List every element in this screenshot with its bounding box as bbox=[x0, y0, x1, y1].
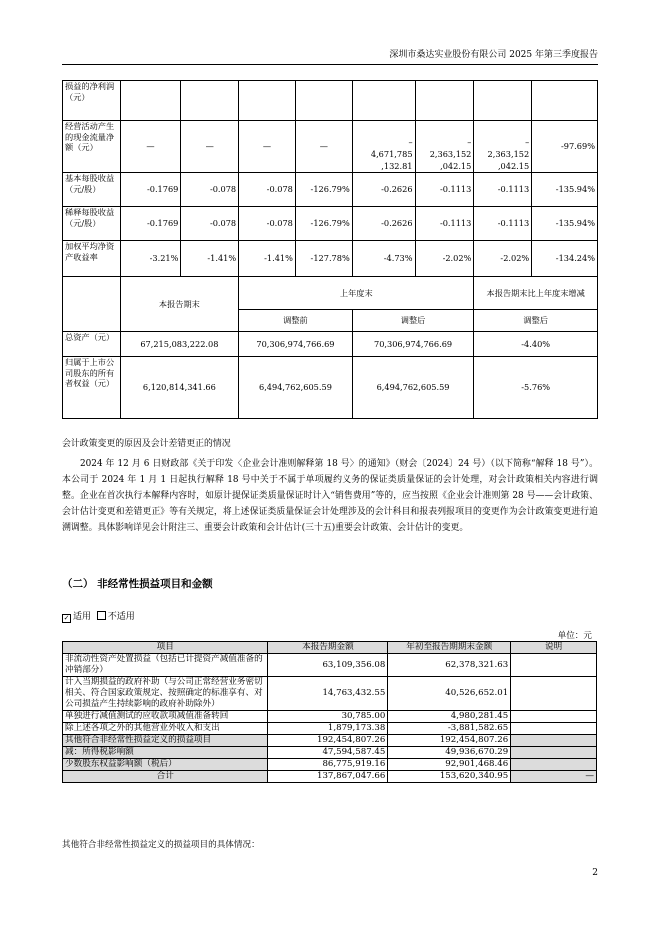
cell-ytd: 192,454,807.26 bbox=[388, 735, 511, 747]
cell-ytd: 4,980,281.45 bbox=[388, 711, 511, 723]
table-cell: -127.78% bbox=[295, 241, 352, 277]
cell-note bbox=[511, 723, 597, 735]
table-row bbox=[63, 654, 597, 677]
col-item: 项目 bbox=[63, 642, 268, 654]
table-row bbox=[63, 747, 597, 759]
table-cell: -97.69% bbox=[532, 121, 598, 173]
total-current: 137,867,047.66 bbox=[268, 771, 388, 783]
table-cell: -135.94% bbox=[532, 207, 598, 241]
policy-paragraph: 2024 年 12 月 6 日财政部《关于印发〈企业会计准则解释第 18 号〉的通知》（财会〔2024〕24 号）（以下简称“解释 18 号”）。本公司于 2024 年 1 月 1 日起执行解释 18 号中关于不属于单项履约义务的保证类质量保证的会计处理，对会计政策相关内容进行调整。企业在首次执行本解释内容时，如原计提保证类质量保证时计入“销售费用”等的，应当按照《企业会计准则第 28 号——会计政策、会计估计变更和差错更正》等有关规定，将上述保证类质量保证会计处理涉及的会计科目和报表列报项目的变更作为会计政策变更进行追溯调整。具体影响详见会计附注三、重要会计政策和会计估计(三十五)重要会计政策、会计估计的变更。 bbox=[62, 459, 598, 533]
cell-note bbox=[511, 677, 597, 711]
col-current: 本报告期金额 bbox=[268, 642, 388, 654]
total-assets-period-end: 67,215,083,222.08 bbox=[120, 332, 239, 357]
table-row bbox=[63, 207, 598, 241]
table-cell: -0.078 bbox=[239, 207, 296, 241]
total-ytd: 153,620,340.95 bbox=[388, 771, 511, 783]
not-applicable-checkbox[interactable] bbox=[97, 611, 106, 620]
table-cell: -0.2626 bbox=[352, 173, 415, 207]
table-row bbox=[63, 173, 598, 207]
table-cell: -0.1769 bbox=[120, 207, 181, 241]
row-label-equity: 归属于上市公司股东的所有者权益（元） bbox=[63, 357, 121, 419]
table-cell: -0.1113 bbox=[474, 207, 532, 241]
table-cell: — bbox=[181, 121, 239, 173]
header-divider bbox=[62, 64, 598, 65]
applicable-label: 适用 bbox=[73, 612, 92, 622]
equity-period-end: 6,120,814,341.66 bbox=[120, 357, 239, 419]
table-row bbox=[63, 677, 597, 711]
cell-item: 减：所得税影响额 bbox=[63, 747, 268, 759]
table-cell bbox=[120, 81, 181, 121]
table-cell: -0.078 bbox=[239, 173, 296, 207]
cell-ytd: -3,881,582.65 bbox=[388, 723, 511, 735]
cell-item: 除上述各项之外的其他营业外收入和支出 bbox=[63, 723, 268, 735]
table-cell: -2.02% bbox=[415, 241, 474, 277]
table-cell: — bbox=[120, 121, 181, 173]
table-cell: -0.2626 bbox=[352, 207, 415, 241]
section-title: （二） 非经常性损益项目和金额 bbox=[62, 578, 213, 590]
table-cell: -126.79% bbox=[295, 207, 352, 241]
applicable-checkbox[interactable]: ✓ bbox=[63, 614, 70, 622]
cell-note bbox=[511, 735, 597, 747]
table-cell bbox=[181, 81, 239, 121]
table-row bbox=[63, 121, 598, 173]
applicability-selector bbox=[62, 609, 135, 622]
cell-ytd: 49,936,670.29 bbox=[388, 747, 511, 759]
subcol-change-adjusted: 调整后 bbox=[474, 310, 598, 332]
table-cell: -0.078 bbox=[181, 207, 239, 241]
table-cell: – 2,363,152 ,042.15 bbox=[415, 121, 474, 173]
row-label: 加权平均净资产收益率 bbox=[63, 241, 121, 277]
table-row-total bbox=[63, 771, 597, 783]
table-cell: — bbox=[295, 121, 352, 173]
cell-current: 30,785.00 bbox=[268, 711, 388, 723]
total-item: 合计 bbox=[63, 771, 268, 783]
cell-ytd: 62,378,321.63 bbox=[388, 654, 511, 677]
cell-item: 其他符合非经常性损益定义的损益项目 bbox=[63, 735, 268, 747]
table-cell: – 4,671,785 ,132.81 bbox=[352, 121, 415, 173]
table-cell: -134.24% bbox=[532, 241, 598, 277]
cell-current: 192,454,807.26 bbox=[268, 735, 388, 747]
footnote: 其他符合非经常性损益定义的损益项目的具体情况： bbox=[62, 840, 260, 850]
total-note: — bbox=[511, 771, 597, 783]
cell-note bbox=[511, 759, 597, 771]
table-cell: — bbox=[239, 121, 296, 173]
table-row bbox=[63, 81, 598, 121]
blank-header-cell bbox=[63, 277, 121, 332]
subcol-after-adjustment: 调整后 bbox=[352, 310, 474, 332]
subcol-before-adjustment: 调整前 bbox=[239, 310, 353, 332]
col-ytd: 年初至报告期期末金额 bbox=[388, 642, 511, 654]
non-recurring-items-table bbox=[62, 641, 597, 783]
cell-item: 单独进行减值测试的应收款项减值准备转回 bbox=[63, 711, 268, 723]
cell-item: 非流动性资产处置损益（包括已计提资产减值准备的冲销部分） bbox=[63, 654, 268, 677]
cell-item: 计入当期损益的政府补助（与公司正常经营业务密切相关、符合国家政策规定、按照确定的标准享有、对公司损益产生持续影响的政府补助除外） bbox=[63, 677, 268, 711]
table-cell: -1.41% bbox=[239, 241, 296, 277]
col-change: 本报告期末比上年度末增减 bbox=[474, 277, 598, 310]
row-label: 损益的净利润（元） bbox=[63, 81, 121, 121]
cell-note bbox=[511, 654, 597, 677]
financial-indicators-table bbox=[62, 80, 598, 419]
table-cell: -1.41% bbox=[181, 241, 239, 277]
total-assets-after: 70,306,974,766.69 bbox=[352, 332, 474, 357]
row-label: 稀释每股收益（元/股） bbox=[63, 207, 121, 241]
table-row bbox=[63, 735, 597, 747]
table-row bbox=[63, 759, 597, 771]
col-prior-year-end: 上年度末 bbox=[239, 277, 474, 310]
table-cell: -0.1113 bbox=[415, 207, 474, 241]
row-label: 基本每股收益（元/股） bbox=[63, 173, 121, 207]
table-row bbox=[63, 241, 598, 277]
cell-current: 63,109,356.08 bbox=[268, 654, 388, 677]
cell-current: 86,775,919.16 bbox=[268, 759, 388, 771]
cell-current: 1,879,173.38 bbox=[268, 723, 388, 735]
table-cell: -135.94% bbox=[532, 173, 598, 207]
cell-ytd: 92,901,468.46 bbox=[388, 759, 511, 771]
table-cell: -0.1113 bbox=[474, 173, 532, 207]
row-label: 经营活动产生的现金流量净额（元） bbox=[63, 121, 121, 173]
row-label-total-assets: 总资产（元） bbox=[63, 332, 121, 357]
equity-before: 6,494,762,605.59 bbox=[239, 357, 353, 419]
report-header: 深圳市桑达实业股份有限公司 2025 年第三季度报告 bbox=[389, 50, 598, 60]
table-row bbox=[63, 723, 597, 735]
table-cell: -2.02% bbox=[474, 241, 532, 277]
total-assets-change: -4.40% bbox=[474, 332, 598, 357]
table-cell: -126.79% bbox=[295, 173, 352, 207]
table-cell: -3.21% bbox=[120, 241, 181, 277]
table-cell: -4.73% bbox=[352, 241, 415, 277]
cell-note bbox=[511, 747, 597, 759]
cell-current: 47,594,587.45 bbox=[268, 747, 388, 759]
table-row bbox=[63, 711, 597, 723]
table-cell: – 2,363,152 ,042.15 bbox=[474, 121, 532, 173]
col-period-end: 本报告期末 bbox=[120, 277, 239, 332]
table-cell: -0.1769 bbox=[120, 173, 181, 207]
cell-current: 14,763,432.55 bbox=[268, 677, 388, 711]
table-cell: -0.078 bbox=[181, 173, 239, 207]
cell-item: 少数股东权益影响额（税后） bbox=[63, 759, 268, 771]
cell-ytd: 40,526,652.01 bbox=[388, 677, 511, 711]
table-cell bbox=[352, 81, 415, 121]
cell-note bbox=[511, 711, 597, 723]
not-applicable-label: 不适用 bbox=[107, 612, 135, 622]
total-assets-before: 70,306,974,766.69 bbox=[239, 332, 353, 357]
page-number: 2 bbox=[592, 868, 598, 878]
table-cell bbox=[295, 81, 352, 121]
table-cell bbox=[532, 81, 598, 121]
table-cell bbox=[415, 81, 474, 121]
table-cell: -0.1113 bbox=[415, 173, 474, 207]
unit-label: 单位：元 bbox=[557, 631, 592, 641]
policy-heading: 会计政策变更的原因及会计差错更正的情况 bbox=[62, 439, 231, 449]
col-note: 说明 bbox=[511, 642, 597, 654]
equity-after: 6,494,762,605.59 bbox=[352, 357, 474, 419]
table-cell bbox=[239, 81, 296, 121]
table-cell bbox=[474, 81, 532, 121]
equity-change: -5.76% bbox=[474, 357, 598, 419]
